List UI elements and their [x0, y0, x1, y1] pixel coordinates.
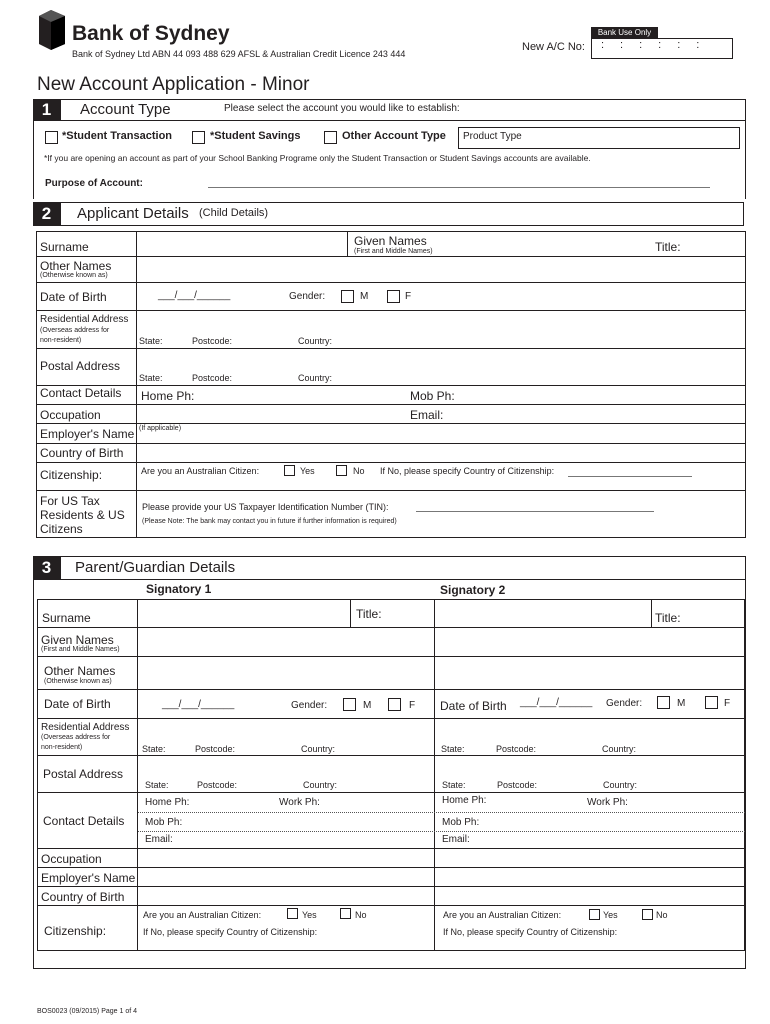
sig2-post-postcode-label: Postcode: — [497, 780, 538, 790]
section-1-heading: Account Type — [80, 101, 171, 118]
applicant-if-applicable: (If applicable) — [139, 425, 182, 432]
purpose-input-line[interactable] — [208, 187, 710, 188]
sig1-dob-field[interactable]: ___/___/______ — [162, 699, 235, 710]
sig1-post-state-label: State: — [145, 780, 169, 790]
sig1-other-names-field[interactable] — [138, 657, 433, 688]
applicant-other-names-field[interactable] — [137, 257, 745, 281]
parent-overseas-hint-2: non-resident) — [41, 744, 83, 751]
applicant-country-of-birth-label: Country of Birth — [40, 446, 124, 460]
sig1-citizen-no-checkbox[interactable] — [340, 908, 351, 919]
applicant-post-country-label: Country: — [298, 373, 333, 383]
sig2-citizen-no-checkbox[interactable] — [642, 909, 653, 920]
tin-note: (Please Note: The bank may contact you in future if further information is required) — [142, 518, 397, 525]
sig2-gender-f-label: F — [724, 698, 731, 709]
parent-other-names-hint: (Otherwise known as) — [44, 678, 112, 685]
applicant-gender-f-checkbox[interactable] — [387, 290, 400, 303]
sig1-occupation-field[interactable] — [138, 849, 433, 866]
sig1-if-no-label: If No, please specify Country of Citizenship: — [143, 927, 318, 937]
sig2-surname-field[interactable] — [435, 600, 650, 626]
sig1-given-names-field[interactable] — [138, 628, 433, 655]
tin-input-line[interactable] — [416, 511, 654, 512]
applicant-overseas-hint-2: non-resident) — [40, 337, 82, 344]
section-2-number: 2 — [33, 202, 60, 226]
applicant-residential-label: Residential Address — [40, 314, 129, 325]
sig1-res-postcode-label: Postcode: — [195, 744, 236, 754]
signatory-1-heading: Signatory 1 — [146, 582, 212, 596]
bank-use-only-badge: Bank Use Only — [591, 27, 658, 38]
bank-name: Bank of Sydney — [72, 22, 230, 45]
student-savings-checkbox[interactable] — [192, 131, 205, 144]
section-1-instruction: Please select the account you would like to establish: — [224, 103, 460, 114]
student-transaction-checkbox[interactable] — [45, 131, 58, 144]
sig2-gender-m-label: M — [677, 698, 686, 709]
applicant-gender-f-label: F — [405, 291, 412, 302]
sig1-gender-m-label: M — [363, 700, 372, 711]
sig1-post-postcode-label: Postcode: — [197, 780, 238, 790]
page-title: New Account Application - Minor — [37, 74, 310, 95]
section-2-heading: Applicant Details — [77, 205, 189, 222]
us-tax-label-1: For US Tax — [40, 494, 100, 508]
sig1-employer-field[interactable] — [138, 868, 433, 885]
applicant-other-names-label: Other Names — [40, 259, 112, 273]
sig2-country-of-birth-field[interactable] — [435, 887, 744, 904]
parent-country-of-birth-label: Country of Birth — [41, 890, 125, 904]
new-ac-separators: :::::: — [601, 39, 716, 51]
parent-given-names-hint: (First and Middle Names) — [41, 646, 120, 653]
other-account-checkbox[interactable] — [324, 131, 337, 144]
sig1-dob-label: Date of Birth — [44, 697, 111, 711]
parent-overseas-hint-1: (Overseas address for — [41, 734, 111, 741]
sig2-gender-label: Gender: — [606, 698, 643, 709]
sig2-other-names-field[interactable] — [435, 657, 744, 688]
parent-citizenship-label: Citizenship: — [44, 924, 107, 938]
sig1-citizen-yes-checkbox[interactable] — [287, 908, 298, 919]
applicant-citizen-yes-checkbox[interactable] — [284, 465, 295, 476]
sig1-res-state-label: State: — [142, 744, 166, 754]
section-3-heading: Parent/Guardian Details — [75, 559, 236, 576]
account-type-note: *If you are opening an account as part of your School Banking Programe only the Student Transaction or Student Savings accounts are available. — [44, 153, 591, 163]
parent-contact-label: Contact Details — [43, 814, 125, 828]
applicant-res-country-label: Country: — [298, 336, 333, 346]
applicant-gender-label: Gender: — [289, 291, 326, 302]
sig2-citizen-no-label: No — [656, 910, 668, 920]
sig2-citizen-yes-label: Yes — [603, 910, 618, 920]
applicant-citizenship-label: Citizenship: — [40, 468, 103, 482]
parent-employer-label: Employer's Name — [41, 871, 136, 885]
sig2-res-country-label: Country: — [602, 744, 637, 754]
applicant-res-postcode-label: Postcode: — [192, 336, 233, 346]
parent-postal-label: Postal Address — [43, 767, 124, 781]
sig1-post-country-label: Country: — [303, 780, 338, 790]
applicant-dob-label: Date of Birth — [40, 290, 107, 304]
footer-form-code: BOS0023 (09/2015) Page 1 of 4 — [37, 1008, 138, 1015]
sig1-gender-m-checkbox[interactable] — [343, 698, 356, 711]
parent-surname-label: Surname — [42, 611, 91, 625]
applicant-title-label: Title: — [655, 240, 681, 254]
sig1-gender-f-label: F — [409, 700, 416, 711]
sig1-title-label: Title: — [356, 607, 382, 621]
section-3-number: 3 — [33, 556, 60, 580]
applicant-postal-label: Postal Address — [40, 359, 121, 373]
applicant-contact-label: Contact Details — [40, 386, 122, 400]
sig2-title-label: Title: — [655, 611, 681, 625]
applicant-surname-label: Surname — [40, 240, 89, 254]
sig1-citizen-yes-label: Yes — [302, 910, 317, 920]
applicant-gender-m-checkbox[interactable] — [341, 290, 354, 303]
applicant-given-names-label: Given Names — [354, 234, 427, 248]
applicant-post-state-label: State: — [139, 373, 163, 383]
sig2-citizen-question: Are you an Australian Citizen: — [443, 910, 562, 920]
applicant-home-ph-label: Home Ph: — [141, 389, 195, 403]
parent-given-names-label: Given Names — [41, 633, 114, 647]
sig1-gender-f-checkbox[interactable] — [388, 698, 401, 711]
applicant-citizen-no-checkbox[interactable] — [336, 465, 347, 476]
applicant-if-no-label: If No, please specify Country of Citizenship: — [380, 466, 555, 476]
sig2-occupation-field[interactable] — [435, 849, 744, 866]
sig1-mob-ph-label: Mob Ph: — [145, 817, 183, 828]
other-account-label: Other Account Type — [342, 130, 446, 142]
sig2-mob-ph-label: Mob Ph: — [442, 817, 480, 828]
sig1-citizen-no-label: No — [355, 910, 367, 920]
student-transaction-label: *Student Transaction — [62, 130, 173, 142]
applicant-other-names-hint: (Otherwise known as) — [40, 272, 108, 279]
sig2-given-names-field[interactable] — [435, 628, 744, 655]
applicant-citizenship-country-line[interactable] — [568, 476, 692, 477]
sig2-gender-f-checkbox[interactable] — [705, 696, 718, 709]
sig2-home-ph-label: Home Ph: — [442, 795, 487, 806]
sig2-res-postcode-label: Postcode: — [496, 744, 537, 754]
student-savings-label: *Student Savings — [210, 130, 301, 142]
us-tax-label-2: Residents & US — [40, 508, 125, 522]
sig1-work-ph-label: Work Ph: — [279, 797, 320, 808]
tin-label: Please provide your US Taxpayer Identification Number (TIN): — [142, 502, 389, 512]
sig2-res-state-label: State: — [441, 744, 465, 754]
sig1-citizen-question: Are you an Australian Citizen: — [143, 910, 262, 920]
applicant-res-state-label: State: — [139, 336, 163, 346]
applicant-occupation-label: Occupation — [40, 408, 101, 422]
sig1-res-country-label: Country: — [301, 744, 336, 754]
signatory-2-heading: Signatory 2 — [440, 583, 506, 597]
sig1-home-ph-label: Home Ph: — [145, 797, 190, 808]
applicant-citizen-question: Are you an Australian Citizen: — [141, 466, 260, 476]
sig2-if-no-label: If No, please specify Country of Citizenship: — [443, 927, 618, 937]
sig2-post-country-label: Country: — [603, 780, 638, 790]
sig2-dob-label: Date of Birth — [440, 699, 507, 713]
sig2-work-ph-label: Work Ph: — [587, 797, 628, 808]
section-1-number: 1 — [33, 99, 60, 121]
sig2-gender-m-checkbox[interactable] — [657, 696, 670, 709]
applicant-given-names-hint: (First and Middle Names) — [354, 248, 433, 255]
parent-other-names-label: Other Names — [44, 664, 116, 678]
applicant-email-label: Email: — [410, 408, 444, 422]
sig1-email-label: Email: — [145, 834, 173, 845]
applicant-surname-field[interactable] — [137, 232, 346, 255]
sig2-citizen-yes-checkbox[interactable] — [589, 909, 600, 920]
sig2-email-label: Email: — [442, 834, 470, 845]
applicant-employer-label: Employer's Name — [40, 427, 135, 441]
applicant-mob-ph-label: Mob Ph: — [410, 389, 455, 403]
bank-logo-icon — [37, 10, 67, 50]
new-ac-label: New A/C No: — [522, 41, 585, 53]
applicant-gender-m-label: M — [360, 291, 369, 302]
purpose-label: Purpose of Account: — [45, 178, 143, 189]
parent-occupation-label: Occupation — [41, 852, 102, 866]
applicant-post-postcode-label: Postcode: — [192, 373, 233, 383]
sig2-post-state-label: State: — [442, 780, 466, 790]
applicant-citizen-no-label: No — [353, 466, 365, 476]
applicant-citizen-yes-label: Yes — [300, 466, 315, 476]
parent-residential-label: Residential Address — [41, 722, 130, 733]
applicant-overseas-hint-1: (Overseas address for — [40, 327, 110, 334]
us-tax-label-3: Citizens — [40, 522, 83, 536]
legal-line: Bank of Sydney Ltd ABN 44 093 488 629 AFSL & Australian Credit Licence 243 444 — [72, 49, 406, 59]
applicant-dob-field[interactable]: ___/___/______ — [158, 290, 231, 301]
sig1-gender-label: Gender: — [291, 700, 328, 711]
sig1-country-of-birth-field[interactable] — [138, 887, 433, 904]
product-type-label: Product Type — [463, 131, 522, 142]
section-2-subheading: (Child Details) — [199, 207, 269, 219]
sig1-surname-field[interactable] — [138, 600, 349, 626]
sig2-employer-field[interactable] — [435, 868, 744, 885]
sig2-dob-field[interactable]: ___/___/______ — [520, 697, 593, 708]
